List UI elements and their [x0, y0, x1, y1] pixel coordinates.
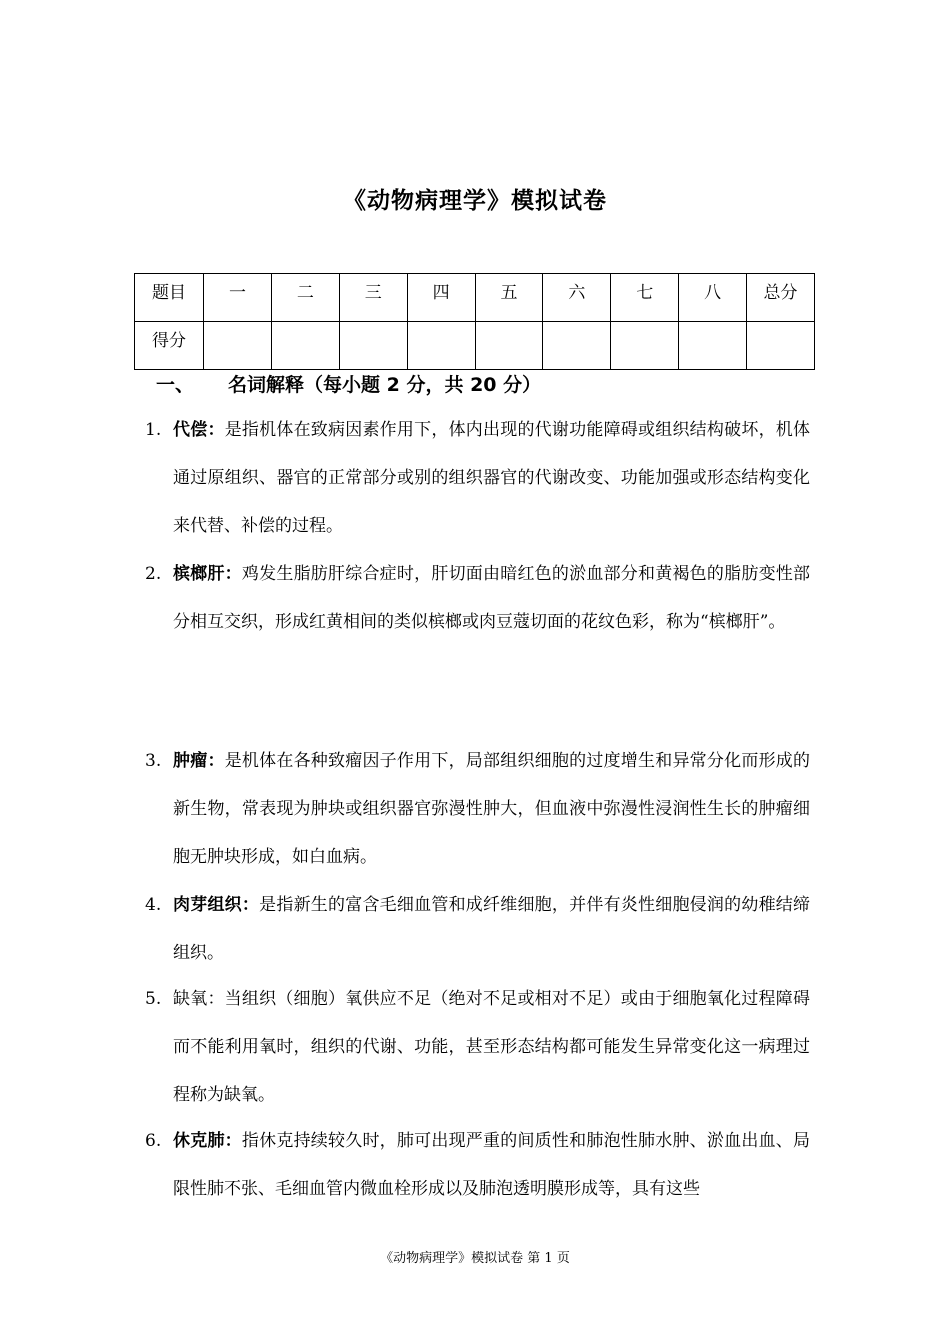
list-item — [145, 406, 810, 550]
list-item — [145, 550, 810, 646]
score-cell — [543, 322, 611, 370]
table-cell: 七 — [611, 274, 679, 322]
section-heading — [156, 370, 541, 397]
table-cell: 得分 — [135, 322, 204, 370]
list-item — [145, 881, 810, 977]
table-cell: 五 — [475, 274, 543, 322]
item-text: 指休克持续较久时，肺可出现严重的间质性和肺泡性肺水肿、淤血出血、局限性肺不张、毛细血管内微血栓形成以及肺泡透明膜形成等，具有这些 — [173, 1131, 811, 1199]
item-term: 代偿 — [173, 420, 208, 440]
item-separator: ： — [224, 564, 242, 584]
list-item — [145, 975, 810, 1119]
item-term: 槟榔肝 — [173, 564, 225, 584]
item-number: 6. — [145, 1131, 162, 1151]
score-table-score-row — [135, 322, 815, 370]
item-number: 1. — [145, 420, 162, 440]
section-title: 名词解释（每小题 2 分，共 20 分） — [228, 374, 542, 396]
item-text: 是机体在各种致瘤因子作用下，局部组织细胞的过度增生和异常分化而形成的新生物，常表现为肿块或组织器官弥漫性肿大，但血液中弥漫性浸润性生长的肿瘤细胞无肿块形成，如白血病。 — [173, 751, 811, 867]
score-cell — [339, 322, 407, 370]
item-separator: ： — [207, 420, 225, 440]
item-separator: ： — [224, 1131, 242, 1151]
table-cell: 总分 — [747, 274, 815, 322]
table-cell: 二 — [271, 274, 339, 322]
score-cell — [747, 322, 815, 370]
item-term: 肿瘤 — [173, 751, 208, 771]
item-term: 休克肺 — [173, 1131, 225, 1151]
section-number: 一、 — [156, 374, 195, 396]
item-separator: ： — [207, 751, 225, 771]
score-cell — [204, 322, 272, 370]
score-cell — [611, 322, 679, 370]
score-cell — [679, 322, 747, 370]
item-term: 肉芽组织 — [173, 895, 242, 915]
table-cell: 一 — [204, 274, 272, 322]
item-text: 是指机体在致病因素作用下，体内出现的代谢功能障碍或组织结构破坏，机体通过原组织、器官的正常部分或别的组织器官的代谢改变、功能加强或形态结构变化来代替、补偿的过程。 — [173, 420, 811, 536]
item-number: 2. — [145, 564, 162, 584]
page-footer: 《动物病理学》模拟试卷 第 1 页 — [380, 1251, 570, 1266]
list-item — [145, 737, 810, 881]
score-cell — [271, 322, 339, 370]
score-cell — [407, 322, 475, 370]
score-table-header-row — [135, 274, 815, 322]
score-cell — [475, 322, 543, 370]
page-title: 《动物病理学》模拟试卷 — [343, 188, 607, 214]
item-number: 4. — [145, 895, 162, 915]
table-cell: 题目 — [135, 274, 204, 322]
item-text: 鸡发生脂肪肝综合症时，肝切面由暗红色的淤血部分和黄褐色的脂肪变性部分相互交织，形成红黄相间的类似槟榔或肉豆蔻切面的花纹色彩，称为“槟榔肝”。 — [173, 564, 811, 632]
item-number: 5. — [145, 989, 162, 1009]
score-table — [134, 273, 815, 370]
item-text: 缺氧：当组织（细胞）氧供应不足（绝对不足或相对不足）或由于细胞氧化过程障碍而不能利用氧时，组织的代谢、功能，甚至形态结构都可能发生异常变化这一病理过程称为缺氧。 — [173, 989, 810, 1105]
table-cell: 六 — [543, 274, 611, 322]
table-cell: 三 — [339, 274, 407, 322]
item-separator: ： — [241, 895, 260, 915]
table-cell: 八 — [679, 274, 747, 322]
list-item — [145, 1117, 810, 1213]
item-number: 3. — [145, 751, 162, 771]
item-text: 是指新生的富含毛细血管和成纤维细胞，并伴有炎性细胞侵润的幼稚结缔组织。 — [173, 895, 811, 963]
table-cell: 四 — [407, 274, 475, 322]
